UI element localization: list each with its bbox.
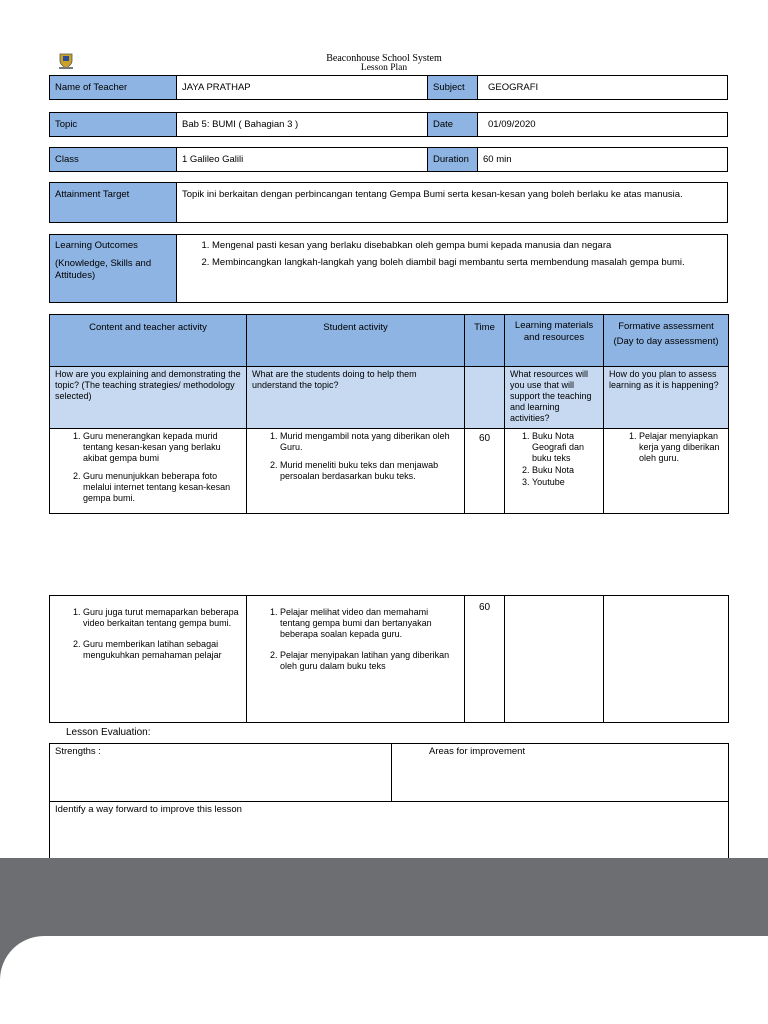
activity-table-continued — [49, 595, 729, 723]
teacher-value: JAYA PRATHAP — [177, 76, 428, 100]
list-item: 1. Pelajar melihat video dan memahami tentang gempa bumi dan bertanyakan beberapa soalan kepada guru. — [280, 607, 459, 640]
prompt-student: What are the students doing to help them understand the topic? — [247, 367, 465, 429]
header-time: Time — [465, 315, 505, 367]
prompt-time — [465, 367, 505, 429]
header-materials: Learning materials and resources — [505, 315, 604, 367]
list-item: 2. Guru menunjukkan beberapa foto melalui internet tentang kesan-kesan gempa bumi. — [83, 471, 241, 504]
row1-teacher-list — [55, 431, 241, 504]
evaluation-table — [49, 743, 729, 859]
class-label: Class — [50, 148, 177, 172]
attainment-text: Topik ini berkaitan dengan perbincangan tentang Gempa Bumi serta kesan-kesan yang boleh berlaku ke atas manusia. — [177, 183, 728, 223]
duration-value: 60 min — [478, 148, 728, 172]
strengths-cell: Strengths : — [50, 744, 392, 802]
outcomes-list — [182, 240, 722, 268]
attainment-label: Attainment Target — [50, 183, 177, 223]
list-item: 1. Guru juga turut memaparkan beberapa video berkaitan tentang gempa bumi. — [83, 607, 241, 629]
teacher-label: Name of Teacher — [50, 76, 177, 100]
list-item: 2. Pelajar menyipakan latihan yang diberikan oleh guru dalam buku teks — [280, 650, 459, 672]
prompt-content: How are you explaining and demonstrating the topic? (The teaching strategies/ methodology selected) — [50, 367, 247, 429]
list-item: 2. Guru memberikan latihan sebagai mengukuhkan pemahaman pelajar — [83, 639, 241, 661]
row2-materials — [505, 596, 604, 723]
row1-materials-list — [510, 431, 598, 488]
list-item: 2. Buku Nota — [532, 465, 598, 476]
row1-student — [247, 429, 465, 514]
header-content: Content and teacher activity — [50, 315, 247, 367]
row1-materials — [505, 429, 604, 514]
outcome-item: 1. Mengenal pasti kesan yang berlaku disebabkan oleh gempa bumi kepada manusia dan negara — [212, 240, 722, 251]
list-item: 1. Murid mengambil nota yang diberikan oleh Guru. — [280, 431, 459, 453]
row1-time: 60 — [465, 429, 505, 514]
duration-label: Duration — [428, 148, 478, 172]
document-title: Lesson Plan — [360, 63, 408, 73]
row2-teacher-list — [55, 607, 241, 661]
topic-row — [49, 112, 728, 137]
way-forward-cell: Identify a way forward to improve this lesson — [50, 802, 729, 859]
row1-formative-list — [609, 431, 723, 464]
evaluation-title: Lesson Evaluation: — [66, 727, 151, 738]
row1-student-list — [252, 431, 459, 482]
header-formative — [604, 315, 729, 367]
outcomes-label-sub: (Knowledge, Skills and Attitudes) — [55, 258, 152, 281]
list-item: 2. Murid meneliti buku teks dan menjawab persoalan berdasarkan buku teks. — [280, 460, 459, 482]
prompt-formative: How do you plan to assess learning as it is happening? — [604, 367, 729, 429]
topic-value: Bab 5: BUMI ( Bahagian 3 ) — [177, 113, 428, 137]
list-item: 1. Buku Nota Geografi dan buku teks — [532, 431, 598, 464]
row1-formative — [604, 429, 729, 514]
class-row — [49, 147, 728, 172]
row2-formative — [604, 596, 729, 723]
prompt-materials: What resources will you use that will support the teaching and learning activities? — [505, 367, 604, 429]
date-value: 01/09/2020 — [478, 113, 728, 137]
formative-subtitle: (Day to day assessment) — [613, 336, 719, 347]
row2-student-list — [252, 607, 459, 672]
list-item: 1. Guru menerangkan kepada murid tentang kesan-kesan yang berlaku akibat gempa bumi — [83, 431, 241, 464]
formative-title: Formative assessment — [618, 321, 714, 332]
footer-curve — [0, 936, 768, 1024]
outcomes-label-title: Learning Outcomes — [55, 240, 138, 251]
activity-table — [49, 314, 729, 514]
row1-teacher — [50, 429, 247, 514]
outcomes-table — [49, 234, 728, 303]
row2-teacher — [50, 596, 247, 723]
teacher-row — [49, 75, 728, 100]
attainment-table — [49, 182, 728, 223]
row2-student — [247, 596, 465, 723]
subject-label: Subject — [428, 76, 478, 100]
school-name: Beaconhouse School System — [326, 53, 442, 64]
list-item: 1. Pelajar menyiapkan kerja yang diberikan oleh guru. — [639, 431, 723, 464]
date-label: Date — [428, 113, 478, 137]
list-item: 3. Youtube — [532, 477, 598, 488]
header-student: Student activity — [247, 315, 465, 367]
topic-label: Topic — [50, 113, 177, 137]
subject-value: GEOGRAFI — [478, 76, 728, 100]
outcomes-label — [50, 235, 177, 303]
outcome-item: 2. Membincangkan langkah-langkah yang boleh diambil bagi membantu serta membendung masalah gempa bumi. — [212, 257, 722, 268]
row2-time: 60 — [465, 596, 505, 723]
improvement-cell: Areas for improvement — [392, 744, 729, 802]
outcomes-list-cell — [177, 235, 728, 303]
class-value: 1 Galileo Galili — [177, 148, 428, 172]
